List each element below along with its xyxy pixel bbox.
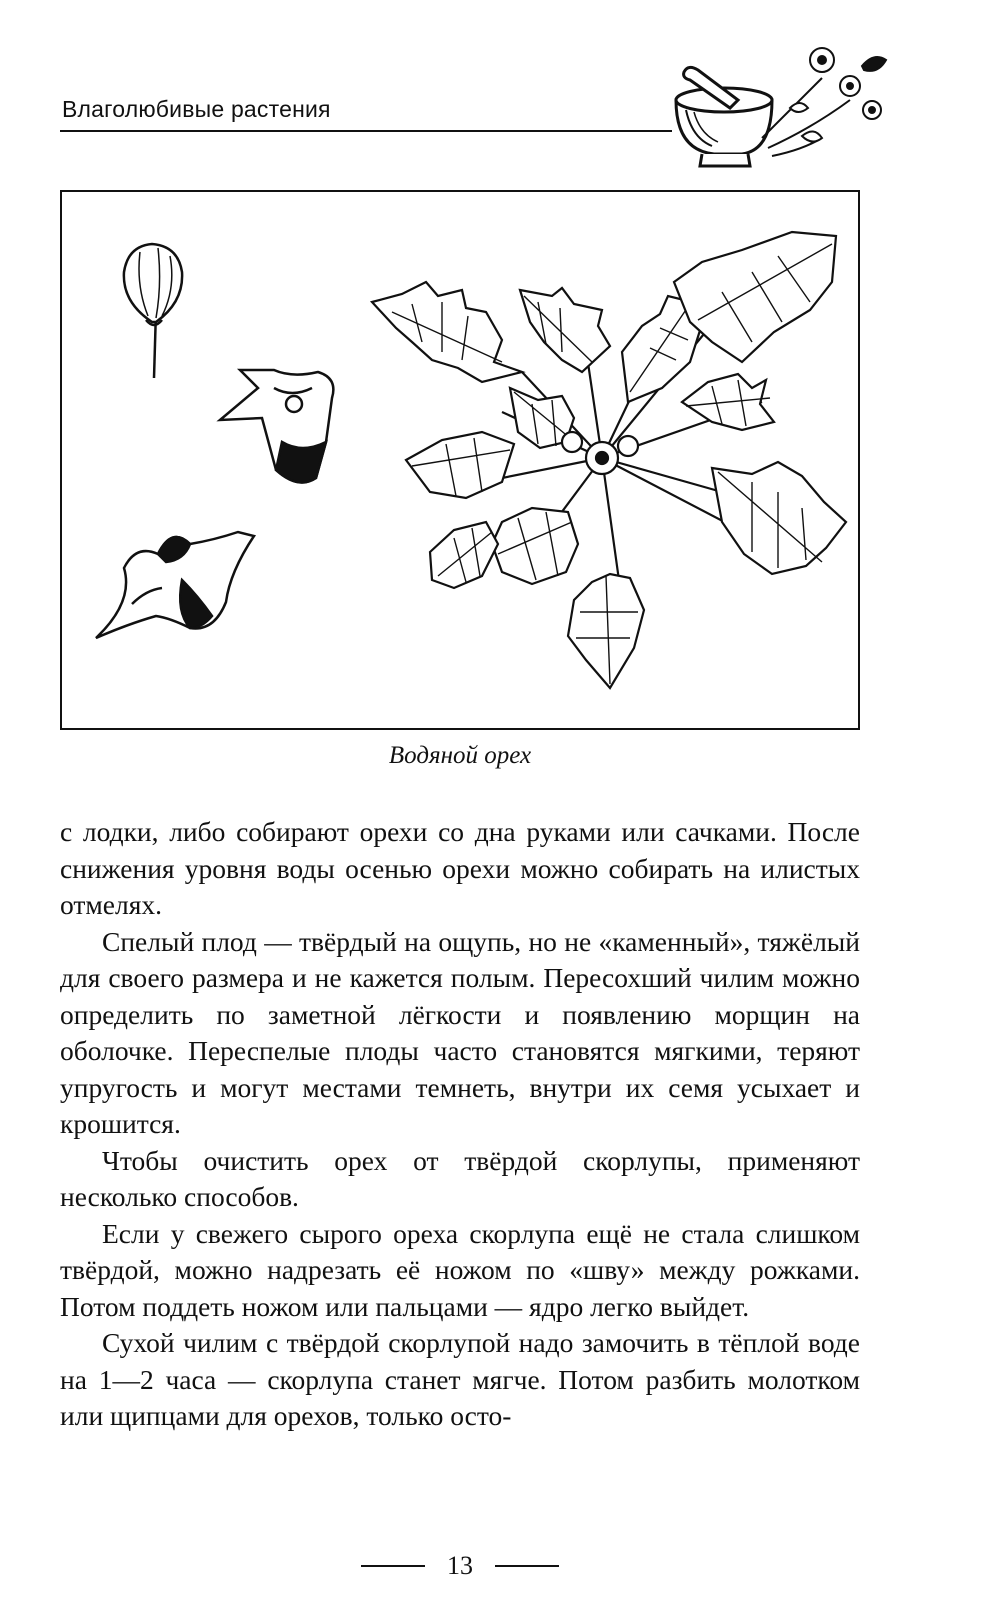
figure-frame bbox=[60, 190, 860, 730]
paragraph: Если у свежего сырого ореха скорлупа ещё не стала слишком твёрдой, можно надрезать её ножом по «шву» между рожками. Потом поддеть ножом или пальцами — ядро легко выйдет. bbox=[60, 1217, 860, 1322]
page-footer bbox=[0, 1546, 920, 1586]
paragraph: Сухой чилим с твёрдой скорлупой надо замочить в тёплой воде на 1—2 часа — скорлупа станет мягче. Потом разбить молотком или щипцами для орехов, только осто- bbox=[60, 1327, 860, 1431]
paragraph: Спелый плод — твёрдый на ощупь, но не «каменный», тяжёлый для своего размера и не кажется полым. Пересохший чилим можно определить по заметной лёгкости и появлению морщин на оболочке. Переспелые плоды часто становятся мягкими, теряют упругость и могут местами темнеть, внутри их семя усыхает и крошится. bbox=[60, 925, 860, 1139]
paragraph: с лодки, либо собирают орехи со дна руками или сачками. После снижения уровня воды осенью орехи можно собирать на илистых отмелях. bbox=[60, 816, 860, 920]
figure-caption: Водяной орех bbox=[388, 742, 532, 769]
paragraph: Чтобы очистить орех от твёрдой скорлупы, применяют несколько способов. bbox=[60, 1144, 860, 1212]
water-chestnut-horned-nut-icon bbox=[96, 532, 254, 638]
running-header-title: Влаголюбивые растения bbox=[62, 96, 331, 122]
footer-dash-left bbox=[361, 1565, 425, 1567]
fruit-bud-icon bbox=[124, 244, 182, 378]
footer-dash-right bbox=[495, 1565, 559, 1567]
water-chestnut-fruit-icon bbox=[220, 370, 333, 483]
page-number: 13 bbox=[447, 1551, 473, 1580]
mortar-and-pestle-herbs-icon bbox=[672, 38, 902, 178]
header-rule bbox=[60, 130, 672, 132]
water-chestnut-rosette-icon bbox=[372, 232, 846, 688]
body-text bbox=[60, 814, 860, 1435]
